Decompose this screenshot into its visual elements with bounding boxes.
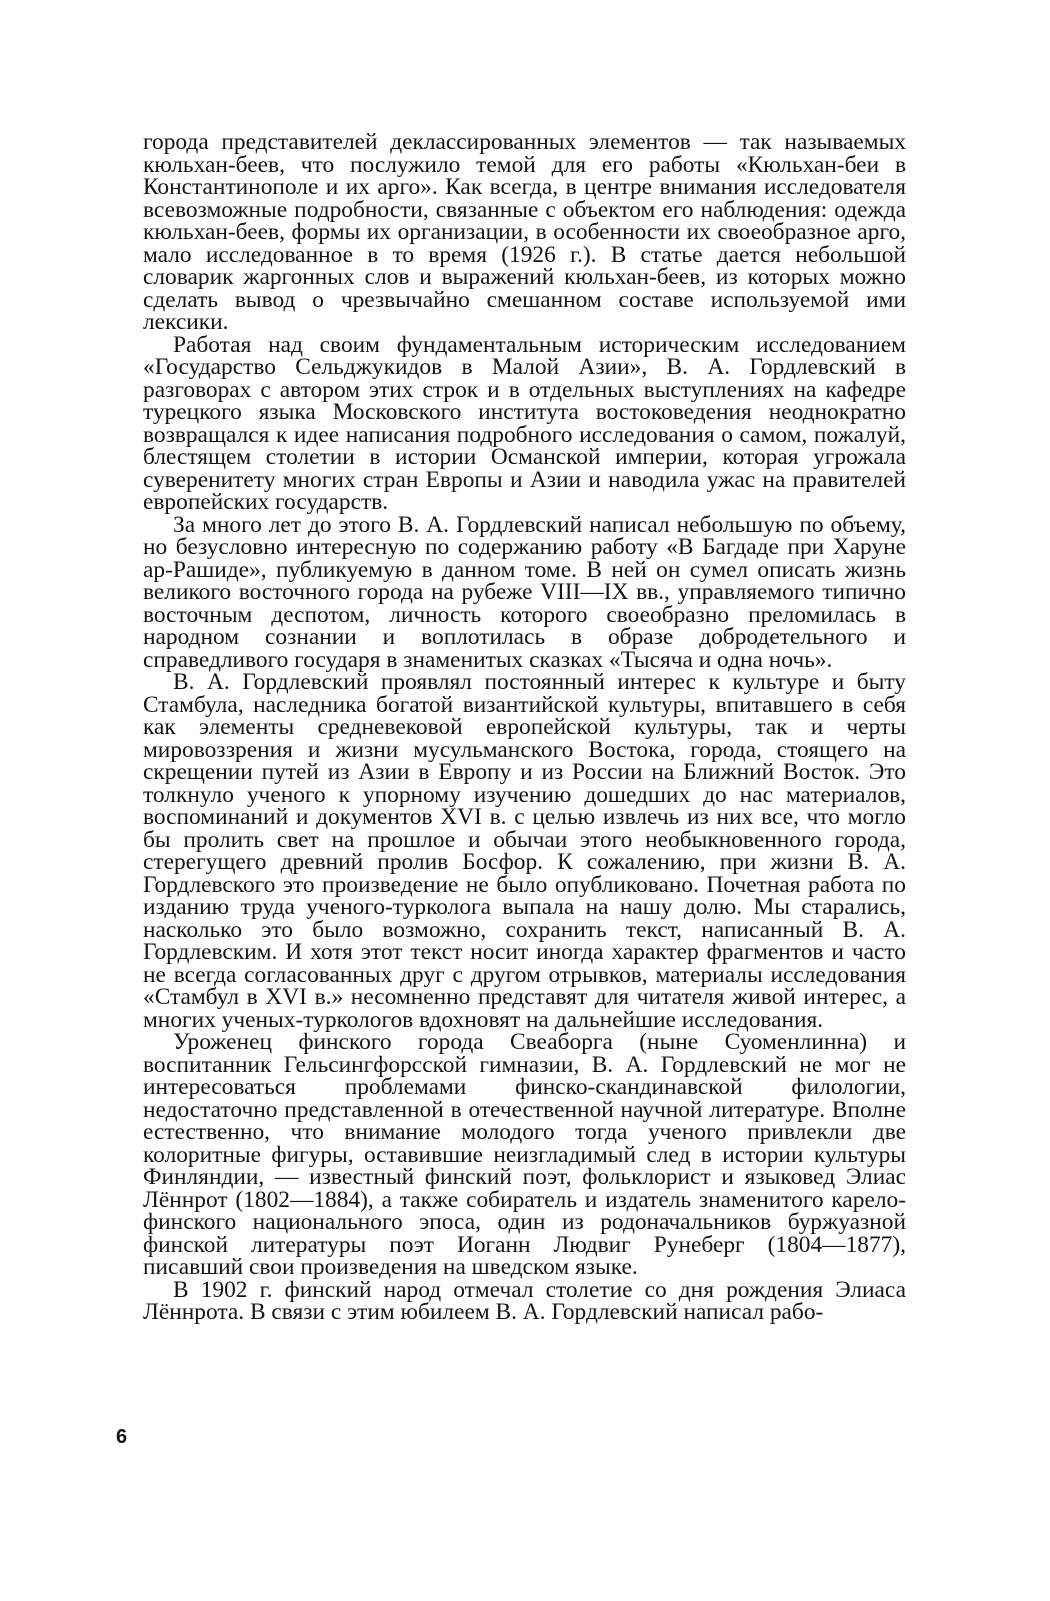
page-text	[143, 131, 906, 1324]
paragraph-3: За много лет до этого В. А. Гордлевский написал небольшую по объему, но безусловно интересную по содержанию работу «В Багдаде при Харуне ар-Рашиде», публикуемую в данном томе. В ней он сумел описать жизнь великого восточного города на рубеже VIII—IX вв., управляемого типично восточным деспотом, личность которого своеобразно преломилась в народном сознании и воплотилась в образе добродетельного и справедливого государя в знаменитых сказках «Тысяча и одна ночь».	[143, 511, 906, 673]
paragraph-5: Уроженец финского города Свеаборга (ныне Суоменлинна) и воспитанник Гельсингфорсской гимназии, В. А. Гордлевский не мог не интересоваться проблемами финско-скандинавской филологии, недостаточно представленной в отечественной научной литературе. Вполне естественно, что внимание молодого тогда ученого привлекли две колоритные фигуры, оставившие неизгладимый след в истории культуры Финляндии, — известный финский поэт, фольклорист и языковед Элиас Лённрот (1802—1884), а также собиратель и издатель знаменитого карело-финского национального эпоса, один из родоначальников буржуазной финской литературы поэт Иоганн Людвиг Рунеберг (1804—1877), писавший свои произведения на шведском языке.	[143, 1029, 906, 1280]
page-number: 6	[116, 1426, 128, 1448]
paragraph-6: В 1902 г. финский народ отмечал столетие со дня рождения Элиаса Лённрота. В связи с этим юбилеем В. А. Гордлевский написал рабо-	[143, 1276, 906, 1325]
paragraph-4: В. А. Гордлевский проявлял постоянный интерес к культуре и быту Стамбула, наследника богатой византийской культуры, впитавшего в себя как элементы средневековой европейской культуры, так и черты мировоззрения и жизни мусульманского Востока, города, стоящего на скрещении путей из Азии в Европу и из России на Ближний Восток. Это толкнуло ученого к упорному изучению дошедших до нас материалов, воспоминаний и документов XVI в. с целью извлечь из них все, что могло бы пролить свет на прошлое и обычаи этого необыкновенного города, стерегущего древний пролив Босфор. К сожалению, при жизни В. А. Гордлевского это произведение не было опубликовано. Почетная работа по изданию труда ученого-турколога выпала на нашу долю. Мы старались, насколько это было возможно, сохранить текст, написанный В. А. Гордлевским. И хотя этот текст носит иногда характер фрагментов и часто не всегда согласованных друг с другом отрывков, материалы исследования «Стамбул в XVI в.» несомненно представят для читателя живой интерес, а многих ученых-туркологов вдохновят на дальнейшие исследования.	[143, 669, 906, 1033]
paragraph-1: города представителей деклассированных элементов — так называемых кюльхан-беев, что послужило темой для его работы «Кюльхан-беи в Константинополе и их арго». Как всегда, в центре внимания исследователя всевозможные подробности, связанные с объектом его наблюдения: одежда кюльхан-беев, формы их организации, в особенности их своеобразное арго, мало исследованное в то время (1926 г.). В статье дается небольшой словарик жаргонных слов и выражений кюльхан-беев, из которых можно сделать вывод о чрезвычайно смешанном составе используемой ими лексики.	[143, 129, 906, 335]
paragraph-2: Работая над своим фундаментальным историческим исследованием «Государство Сельджукидов в Малой Азии», В. А. Гордлевский в разговорах с автором этих строк и в отдельных выступлениях на кафедре турецкого языка Московского института востоковедения неоднократно возвращался к идее написания подробного исследования о самом, пожалуй, блестящем столетии в истории Османской империи, которая угрожала суверенитету многих стран Европы и Азии и наводила ужас на правителей европейских государств.	[143, 331, 906, 515]
